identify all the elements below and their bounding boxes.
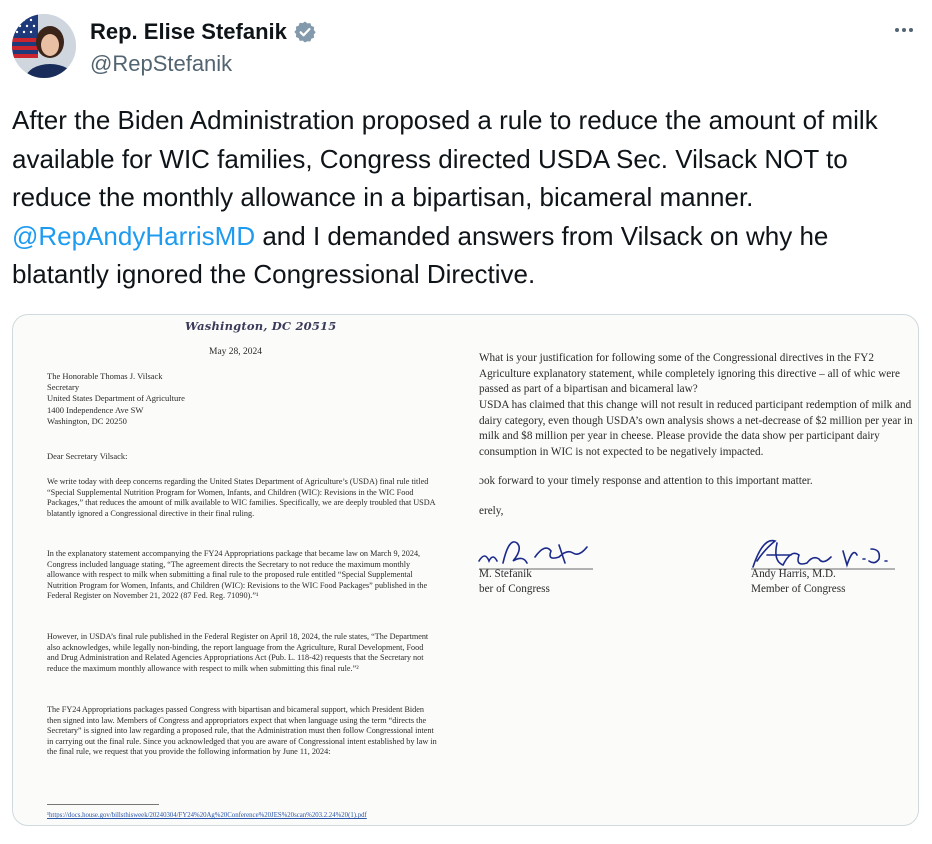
letter-image[interactable] [12,314,919,826]
letter-paragraph-1: We write today with deep concerns regarding the United States Department of Agriculture’s (USDA) final rule titled “Special Supplemental Nutrition Program for Women, Infants, and Children (WIC): Revisions in the WIC Food Packages,” that reduces the amount of milk available to WIC families. Specifically, we are deeply troubled that USDA blatantly ignored a Congressional directive in their final ruling. [47,477,436,518]
author-name-row [90,18,317,46]
letter-page-left [13,315,453,825]
signer-2-title: Member of Congress [751,582,846,595]
letterhead-address: Washington, DC 20515 [185,319,337,333]
verified-badge-icon[interactable] [293,20,317,44]
tweet-header [12,14,920,84]
letter-question-1: What is your justification for following some of the Congressional directives in the FY2 Agriculture explanatory statement, while completely ignoring this directive – all of whic were passed as part of a bipartisan and bicameral law? [479,352,900,396]
footnote-link: ¹https://docs.house.gov/billsthisweek/20240304/FY24%20Ag%20Conference%20JES%20scan%203.2.24%20(1).pdf [47,812,367,819]
signer-2-name: Andy Harris, M.D. [751,568,836,580]
letter-paragraph-4: The FY24 Appropriations packages passed Congress with bipartisan and bicameral support, which President Biden then signed into law. Members of Congress and appropriators expect that when language using the term “directs the Secretary” is signed into law regarding a proposed rule, that the Administration must then follow Congressional intent in carrying out the final rule. Since you acknowledged that you are aware of Congressional intent established by law in the final rule, we request that you provide the following information by June 11, 2024: [47,705,437,757]
letter-sign-off: erely, [479,505,504,517]
more-options-icon[interactable] [892,18,916,42]
avatar-photo-icon [12,14,76,78]
letterhead-fragment-icon [163,314,353,317]
letter-date: May 28, 2024 [209,347,263,357]
letter-question-2: USDA has claimed that this change will not result in reduced participant redemption of milk and dairy category, even though USDA’s own analysis shows a net-decrease of $2 million per year in milk and $8 million per year in cheese. Please provide the data show per participant dairy consumption in WIC is not expected to be negatively impacted. [479,399,913,458]
tweet-text-after: and I demanded answers from Vilsack on why he blatantly ignored the Congressional Directive. [12,220,829,289]
letter-paragraph-2: In the explanatory statement accompanying the FY24 Appropriations package that became law on March 9, 2024, Congress included language stating, “The agreement directs the Secretary to not reduce the maximum monthly allowance with respect to milk when submitting a final rule to the proposed rule entitled “Special Supplemental Nutrition Program for Women, Infants, and Children (WIC): Revisions to the WIC Food Packages” published in the Federal Register on November 21, 2022 (87 Fed. Reg. 71090).”¹ [47,549,428,601]
letter-salutation: Dear Secretary Vilsack: [47,451,128,461]
signer-1-title: ber of Congress [479,582,550,595]
avatar[interactable] [12,14,76,78]
tweet-text-before: After the Biden Administration proposed a rule to reduce the amount of milk available for WIC families, Congress directed USDA Sec. Vilsack NOT to reduce the monthly allowance in a bipartisan, bicameral manner. [12,105,878,212]
signer-1-name: M. Stefanik [479,568,532,580]
letter-paragraph-3: However, in USDA’s final rule published in the Federal Register on April 18, 2024, the rule states, “The Department also acknowledges, while legally non-binding, the report language from the Agriculture, Rural Development, Food and Drug Administration and Related Agencies Appropriations Act (Pub. L. 118-42) requests that the Secretary not reduce the maximum monthly allowance with respect to milk when submitting this final rule.”² [47,632,429,673]
signer-2-block [751,567,845,596]
footnote-divider [47,804,159,805]
mention-link[interactable]: @RepAndyHarrisMD [12,220,256,251]
author-display-name[interactable]: Rep. Elise Stefanik [90,19,287,44]
letter-recipient: The Honorable Thomas J. Vilsack Secretary United States Department of Agriculture 1400 Independence Ave SW Washington, DC 20250 [47,371,185,426]
tweet-text [12,101,917,294]
letter-page-right [453,315,918,825]
signer-1-block [479,567,550,596]
author-handle[interactable]: @RepStefanik [90,51,233,76]
letter-closing: ɔok forward to your timely response and attention to this important matter. [479,475,813,487]
